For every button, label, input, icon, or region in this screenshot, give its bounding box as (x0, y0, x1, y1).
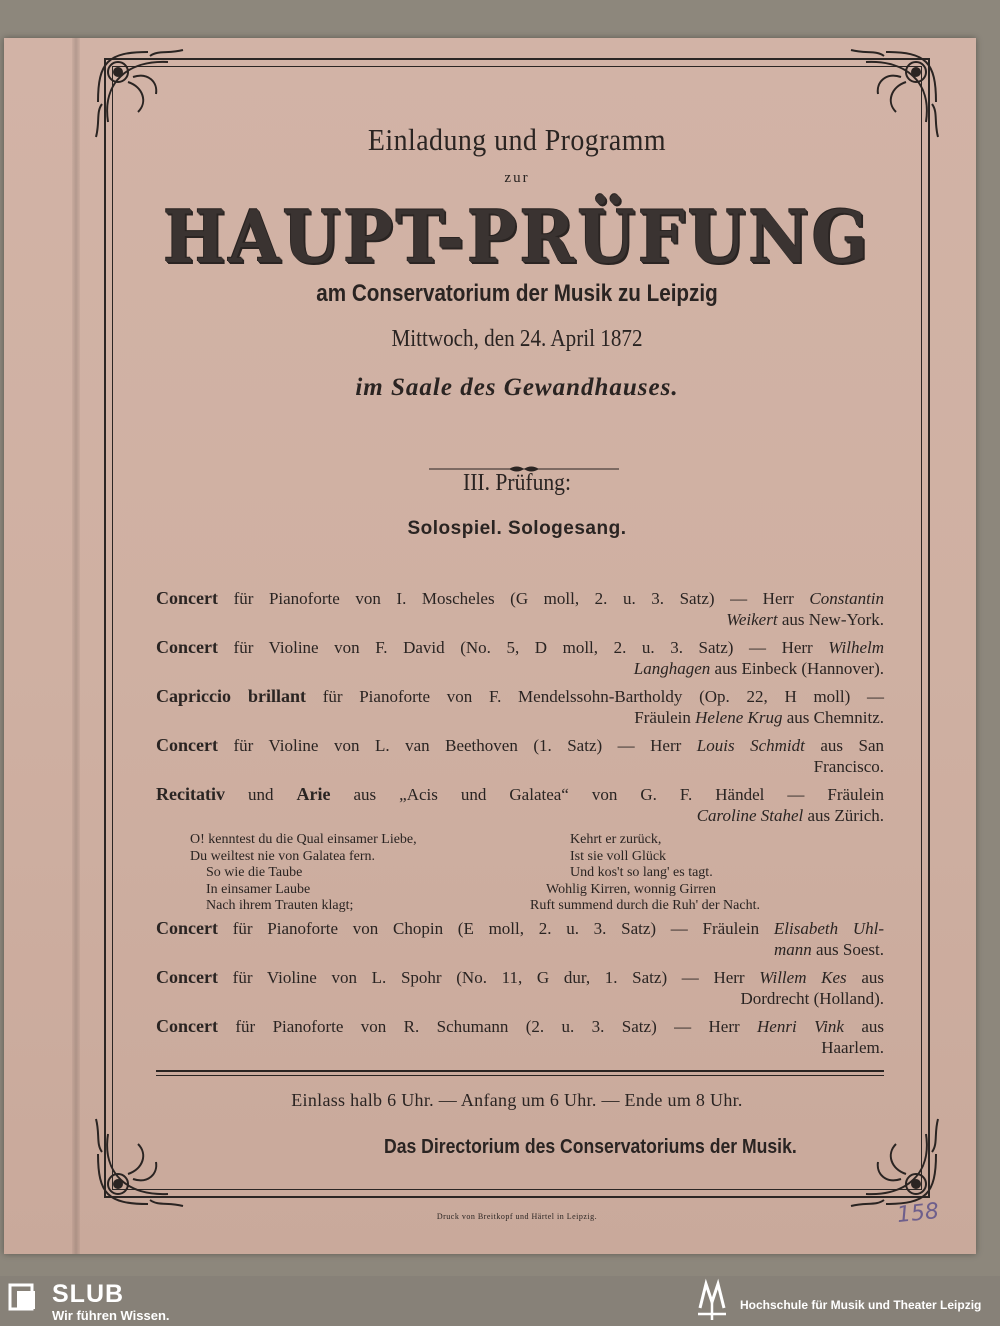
divider-rule (156, 1075, 884, 1076)
work-title: Capriccio brillant (156, 686, 306, 706)
performer-name: Langhagen (633, 659, 711, 678)
lyric-line: So wie die Taube (206, 865, 303, 880)
performer-name: Wilhelm (828, 638, 884, 657)
performer-name: Weikert (726, 610, 778, 629)
document-page (4, 38, 976, 1254)
printer-line: Druck von Breitkopf und Härtel in Leipzig. (436, 1212, 598, 1221)
main-title: HAUPT-PRÜFUNG (163, 194, 871, 279)
divider-rule (156, 1070, 884, 1072)
lyric-line: Du weiltest nie von Galatea fern. (190, 848, 376, 864)
lyric-line: In einsamer Laube (206, 881, 311, 897)
entry-text: für Violine von F. David (No. 5, D moll, 2. u. 3. Satz) — Herr (233, 638, 813, 657)
entry-text: für Violine von L. Spohr (No. 11, G dur, 1. Satz) — Herr (232, 968, 745, 987)
entry-origin: Dordrecht (Holland). (740, 989, 884, 1008)
entry-text: aus (861, 1017, 885, 1036)
venue-line: im Saale des Gewandhauses. (355, 374, 679, 401)
entry-origin: aus Chemnitz. (786, 708, 884, 727)
schedule-line: Einlass halb 6 Uhr. — Anfang um 6 Uhr. — Ende um 8 Uhr. (291, 1090, 743, 1110)
work-title: Concert (156, 588, 218, 608)
program-entry (156, 967, 884, 1009)
entry-text: aus San (820, 736, 885, 755)
performer-name: Elisabeth Uhl- (773, 919, 885, 938)
invitation-heading: Einladung und Programm (367, 122, 667, 157)
slub-tagline: Wir führen Wissen. (52, 1308, 170, 1323)
entry-origin: Haarlem. (821, 1038, 884, 1057)
lyric-line: O! kenntest du die Qual einsamer Liebe, (190, 832, 417, 847)
program-entry (156, 1016, 884, 1058)
slub-logo-icon[interactable] (8, 1282, 38, 1312)
entry-origin: aus Zürich. (807, 806, 884, 825)
performer-name: Helene Krug (695, 708, 783, 727)
entry-text: Fräulein (634, 708, 691, 727)
entry-text: aus „Acis und Galatea“ von G. F. Händel — Fräulein (353, 785, 885, 804)
program-entry (156, 637, 884, 679)
performer-name: Caroline Stahel (696, 806, 804, 825)
program-entry (156, 784, 884, 826)
zur-label: zur (504, 170, 530, 186)
entry-text: und (247, 785, 274, 804)
program-entry (156, 686, 884, 728)
work-title: Concert (156, 918, 218, 938)
work-title: Arie (296, 784, 331, 804)
date-line: Mittwoch, den 24. April 1872 (391, 326, 643, 352)
lyric-line: Nach ihrem Trauten klagt; (206, 898, 354, 913)
lyric-line: Kehrt er zurück, (570, 832, 662, 847)
work-title: Recitativ (156, 784, 225, 804)
entry-origin: aus Soest. (816, 940, 884, 959)
directorium-signature: Das Directorium des Conservatoriums der Musik. (384, 1136, 797, 1158)
performer-name: mann (773, 940, 812, 959)
program-entry (156, 918, 884, 960)
work-title: Concert (156, 735, 218, 755)
lyric-line: Wohlig Kirren, wonnig Girren (546, 881, 716, 897)
performer-name: Willem Kes (759, 968, 847, 987)
program-entry (156, 735, 884, 777)
entry-text: für Pianoforte von F. Mendelssohn-Bartholdy (Op. 22, H moll) — (322, 687, 884, 706)
lyric-line: Ruft summend durch die Ruh' der Nacht. (530, 898, 760, 913)
performer-name: Henri Vink (757, 1017, 844, 1036)
lyrics-right-column (530, 832, 760, 915)
performer-name: Louis Schmidt (696, 736, 805, 755)
entry-origin: aus New-York. (781, 610, 884, 629)
lyric-line: Ist sie voll Glück (570, 848, 667, 864)
institution-line: am Conservatorium der Musik zu Leipzig (316, 280, 718, 307)
program-entry (156, 588, 884, 630)
performer-name: Constantin (809, 589, 885, 608)
slub-name[interactable]: SLUB (52, 1280, 125, 1308)
entry-text: aus (861, 968, 884, 987)
hmt-logo-icon[interactable] (694, 1278, 730, 1322)
corner-ornament-icon (826, 1094, 946, 1214)
work-title: Concert (156, 637, 218, 657)
entry-origin: aus Einbeck (Hannover). (714, 659, 884, 678)
corner-ornament-icon (88, 1094, 208, 1214)
lyric-line: Und kos't so lang' es tagt. (570, 865, 713, 880)
entry-text: für Violine von L. van Beethoven (1. Satz) — Herr (233, 736, 682, 755)
section-title: III. Prüfung: (463, 470, 571, 496)
work-title: Concert (156, 1016, 218, 1036)
entry-origin: Francisco. (813, 757, 884, 776)
section-subtitle: Solospiel. Sologesang. (407, 518, 627, 539)
lyrics-left-column (190, 832, 417, 915)
entry-text: für Pianoforte von I. Moscheles (G moll, 2. u. 3. Satz) — Herr (233, 589, 794, 608)
entry-text: für Pianoforte von Chopin (E moll, 2. u. 3. Satz) — Fräulein (232, 919, 760, 938)
entry-text: für Pianoforte von R. Schumann (2. u. 3. Satz) — Herr (235, 1017, 740, 1036)
archive-number: 158 (895, 1198, 941, 1229)
hmt-name[interactable]: Hochschule für Musik und Theater Leipzig (740, 1298, 982, 1312)
page-fold (72, 38, 80, 1254)
work-title: Concert (156, 967, 218, 987)
